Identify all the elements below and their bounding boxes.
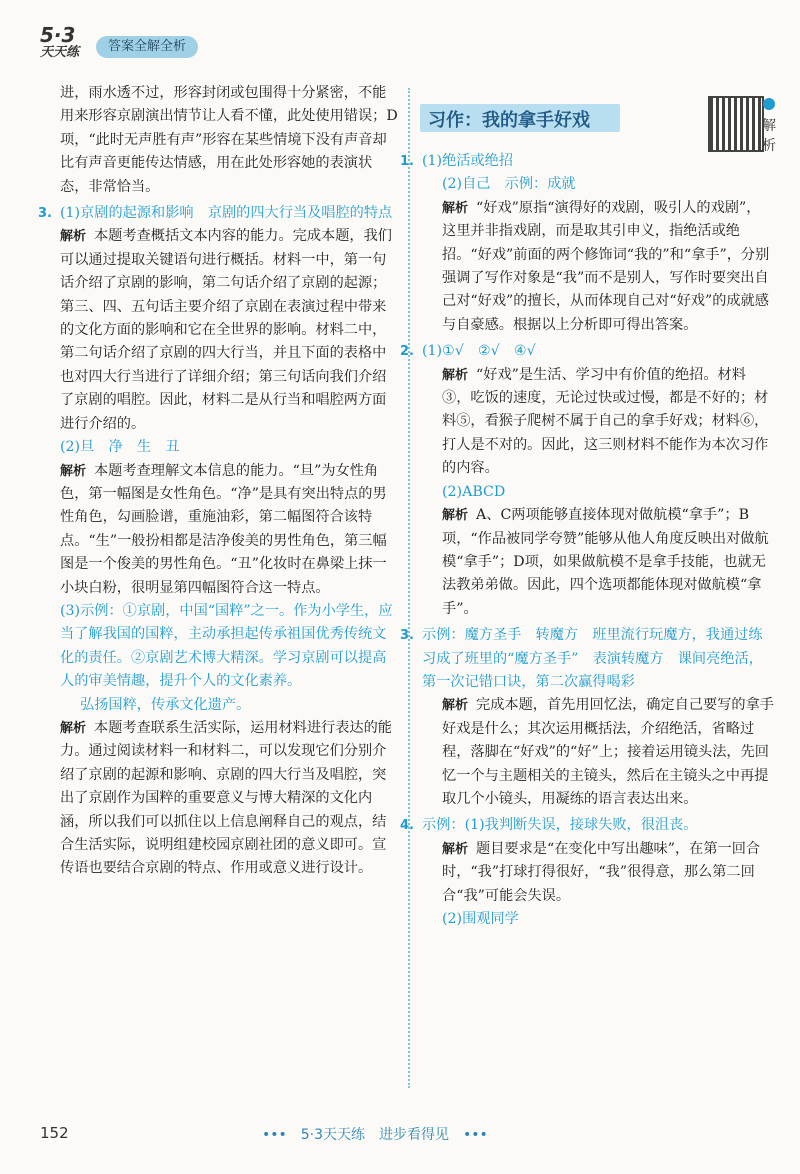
question-number: 4. <box>400 818 414 834</box>
answer-1-1: (1)绝活或绝招 <box>422 153 514 169</box>
play-icon <box>763 98 775 110</box>
section-title: 习作：我的拿手好戏 <box>428 110 590 131</box>
left-column <box>38 82 400 881</box>
explanation-label: 解析 <box>60 463 87 479</box>
question-number: 3. <box>400 628 414 644</box>
explanation-2-2 <box>422 504 774 621</box>
explanation-3-1 <box>60 225 400 436</box>
header-banner: 答案全解全析 <box>96 36 198 58</box>
answer-1-2: (2)自己 示例：成就 <box>442 176 576 193</box>
footer-slogan: ••• 5·3天天练 进步看得见 ••• <box>262 1127 488 1143</box>
explanation-label: 解析 <box>442 367 469 383</box>
column-divider <box>408 88 410 1088</box>
explanation-text: “好戏”原指“演得好的戏剧，吸引人的戏剧”，这里并非指戏剧，而是取其引申义，指绝活或绝招。“好戏”前面的两个修饰词“我的”和“拿手”，分别强调了写作对象是“我”而不是别人，写作时要突出自己对“好戏”的擅长，从而体现自己对“好戏”的成就感与自豪感。根据以上分析即可得出答案。 <box>442 199 770 333</box>
explanation-text: A、C两项能够直接体现对做航模“拿手”；B项，“作品被同学夸赞”能够从他人角度反映出对做航模“拿手”；D项，如果做航模不是拿手技能，也就无法教弟弟做。因此，四个选项都能体现对做航模“拿手”。 <box>442 507 769 617</box>
logo-top: 5·3 <box>40 23 76 47</box>
answer-3-1: (1)京剧的起源和影响 京剧的四大行当及唱腔的特点 <box>60 205 393 222</box>
question-3-right <box>400 624 774 811</box>
answer-2-2: (2)ABCD <box>442 483 506 500</box>
answer-2-1: (1)①√ ②√ ④√ <box>422 343 536 360</box>
brand-logo <box>40 23 96 66</box>
explanation-2-1 <box>422 364 774 481</box>
explanation-4-1 <box>422 838 774 908</box>
explanation-text: 本题考查概括文本内容的能力。完成本题，我们可以通过提取关键语句进行概括。材料一中，第一句话介绍了京剧的影响，第二句话介绍了京剧的起源；第三、四、五句话主要介绍了京剧在表演过程中带来的文化方面的影响和它在全世界的影响。材料二中，第二句话介绍了京剧的四大行当，并且下面的表格中也对四大行当进行了详细介绍；第三句话向我们介绍了京剧的唱腔。因此，材料二是从行当和唱腔两方面进行介绍的。 <box>60 228 392 432</box>
answer-4-2: (2)围观同学 <box>442 911 519 927</box>
explanation-text: “好戏”是生活、学习中有价值的绝招。材料③，吃饭的速度，无论过快或过慢，都是不好的；材料⑤，看猴子爬树不属于自己的拿手好戏；材料⑥，打人是不对的。因此，这三则材料不能作为本次习作的内容。 <box>442 366 769 477</box>
page-number: 152 <box>40 1124 69 1142</box>
question-number: 2. <box>400 344 414 360</box>
explanation-text: 本题考查理解文本信息的能力。“旦”为女性角色，第一幅图是女性角色。“净”是具有突出特点的男性角色，勾画脸谱，重施油彩，第二幅图符合该特点。“生”一般扮相都是洁净俊美的男性角色，第三幅图是一个俊美的男性角色。“丑”化妆时在鼻梁上抹一小块白粉，很明显第四幅图符合这一特点。 <box>60 462 387 596</box>
answer-3-3-slogan: 弘扬国粹，传承文化遗产。 <box>80 696 251 713</box>
answer-3-2: (2)旦 净 生 丑 <box>60 439 180 456</box>
explanation-label: 解析 <box>442 508 469 524</box>
explanation-label: 解析 <box>442 698 469 714</box>
answer-3-3: (3)示例：①京剧，中国“国粹”之一。作为小学生，应当了解我国的国粹，主动承担起传承祖国优秀传统文化的责任。②京剧艺术博大精深。学习京剧可以提高人的审美情趣，提升个人的文化素养。 <box>60 602 393 690</box>
question-number: 1. <box>400 154 414 169</box>
explanation-label: 解析 <box>60 720 87 736</box>
question-number: 3. <box>38 206 52 222</box>
right-column <box>400 150 774 931</box>
explanation-1 <box>422 197 774 337</box>
question-3 <box>38 202 400 881</box>
explanation-text: 完成本题，首先用回忆法，确定自己要写的拿手好戏是什么；其次运用概括法，介绍绝活，省略过程，落脚在“好戏”的“好”上；接着运用镜头法，先回忆一个与主题相关的主镜头，然后在主镜头之中再提取几个小镜头，用凝练的语言表达出来。 <box>442 697 774 807</box>
answer-4-1: 示例：(1)我判断失误，接球失败，很沮丧。 <box>422 817 698 834</box>
qr-code-icon[interactable] <box>708 96 764 152</box>
question-1 <box>400 150 774 337</box>
explanation-label: 解析 <box>442 841 469 857</box>
explanation-label: 解析 <box>442 200 469 216</box>
answer-3: 示例：魔方圣手 转魔方 班里流行玩魔方，我通过练习成了班里的“魔方圣手” 表演转魔方 课间亮绝活，第一次记错口诀，第二次赢得喝彩 <box>422 627 763 690</box>
explanation-3 <box>422 694 774 811</box>
explanation-text: 本题考查联系生活实际，运用材料进行表达的能力。通过阅读材料一和材料二，可以发现它们分别介绍了京剧的起源和影响、京剧的四大行当及唱腔，突出了京剧作为国粹的重要意义与博大精深的文化内涵，所以我们可以抓住以上信息阐释自己的观点，结合生活实际，说明组建校园京剧社团的意义即可。宣传语也要结合京剧的特点、作用或意义进行设计。 <box>60 719 392 877</box>
question-2 <box>400 340 774 621</box>
question-4 <box>400 814 774 931</box>
explanation-3-2 <box>60 460 400 600</box>
explanation-label: 解析 <box>60 229 87 245</box>
qr-label: 解析 <box>762 118 776 154</box>
logo-bottom: 天天练 <box>40 45 80 60</box>
explanation-3-3 <box>60 717 400 881</box>
explanation-text: 题目要求是“在变化中写出趣味”，在第一回合时，“我”打球打得很好，“我”很得意，那么第二回合“我”可能会失误。 <box>442 840 761 904</box>
intro-paragraph: 进，雨水透不过，形容封闭或包围得十分紧密，不能用来形容京剧演出情节让人看不懂，此处使用错误；D项，“此时无声胜有声”形容在某些情境下没有声音却比有声音更能传达情感，用在此处形容她的表演状态，非常恰当。 <box>60 85 398 195</box>
